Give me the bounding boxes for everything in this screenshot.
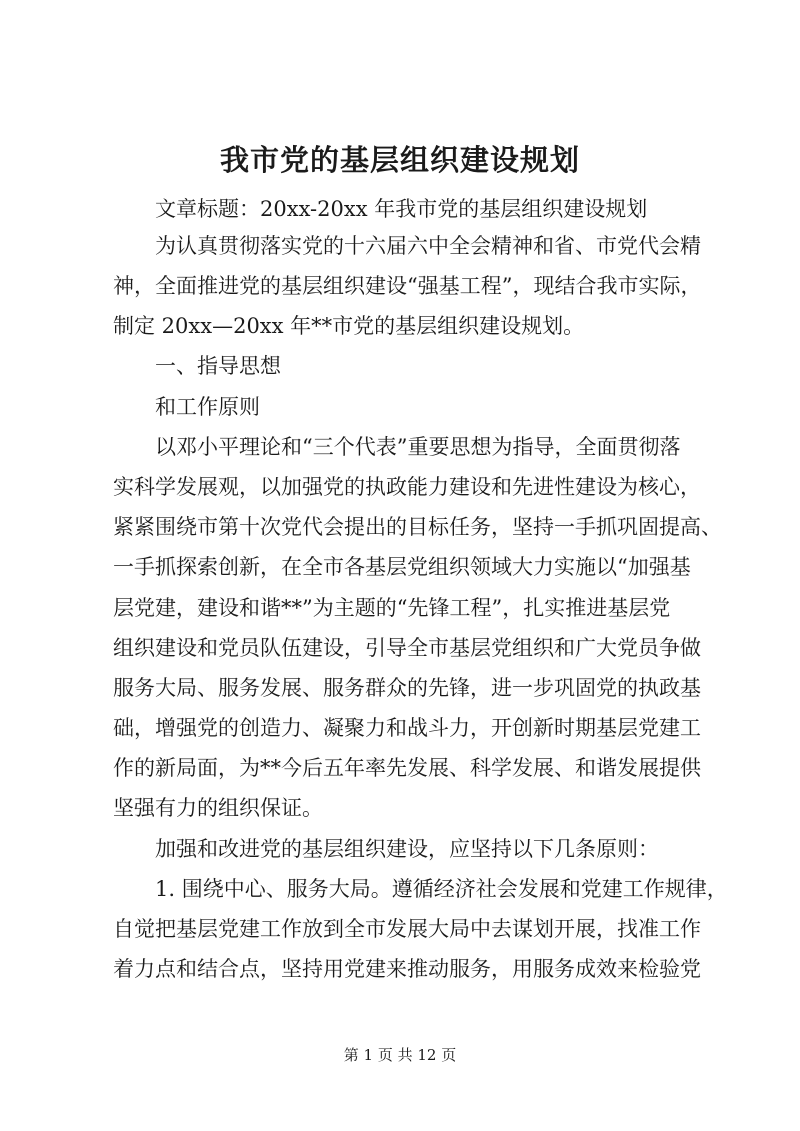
section-heading: 和工作原则 — [113, 395, 260, 419]
body-line: 为认真贯彻落实党的十六届六中全会精神和省、市党代会精 — [113, 234, 701, 258]
body-line: 础，增强党的创造力、凝聚力和战斗力，开创新时期基层党建工 — [113, 716, 701, 740]
body-line: 以邓小平理论和“三个代表”重要思想为指导，全面贯彻落 — [113, 435, 681, 459]
body-line: 加强和改进党的基层组织建设，应坚持以下几条原则： — [113, 837, 659, 861]
body-line: 制定 20xx—20xx 年**市党的基层组织建设规划。 — [113, 314, 585, 338]
body-line: 实科学发展观，以加强党的执政能力建设和先进性建设为核心， — [113, 475, 701, 499]
section-heading: 一、指导思想 — [113, 354, 281, 378]
body-line: 1. 围绕中心、服务大局。遵循经济社会发展和党建工作规律， — [113, 877, 728, 901]
body-line: 文章标题：20xx-20xx 年我市党的基层组织建设规划 — [113, 197, 648, 221]
body-line: 作的新局面，为**今后五年率先发展、科学发展、和谐发展提供 — [113, 756, 701, 780]
body-line: 组织建设和党员队伍建设，引导全市基层党组织和广大党员争做 — [113, 636, 701, 660]
page-number: 第 1 页 共 12 页 — [343, 1046, 457, 1064]
body-line: 层党建，建设和谐**”为主题的“先锋工程”，扎实推进基层党 — [113, 596, 671, 620]
body-line: 一手抓探索创新，在全市各基层党组织领域大力实施以“加强基 — [113, 555, 691, 579]
body-line: 紧紧围绕市第十次党代会提出的目标任务，坚持一手抓巩固提高、 — [113, 515, 722, 539]
body-line: 自觉把基层党建工作放到全市发展大局中去谋划开展，找准工作 — [113, 917, 701, 941]
body-line: 坚强有力的组织保证。 — [113, 796, 323, 820]
body-line: 神，全面推进党的基层组织建设“强基工程”，现结合我市实际， — [113, 274, 702, 298]
document-title: 我市党的基层组织建设规划 — [219, 143, 580, 177]
body-line: 服务大局、服务发展、服务群众的先锋，进一步巩固党的执政基 — [113, 676, 701, 700]
body-line: 着力点和结合点，坚持用党建来推动服务，用服务成效来检验党 — [113, 957, 701, 981]
